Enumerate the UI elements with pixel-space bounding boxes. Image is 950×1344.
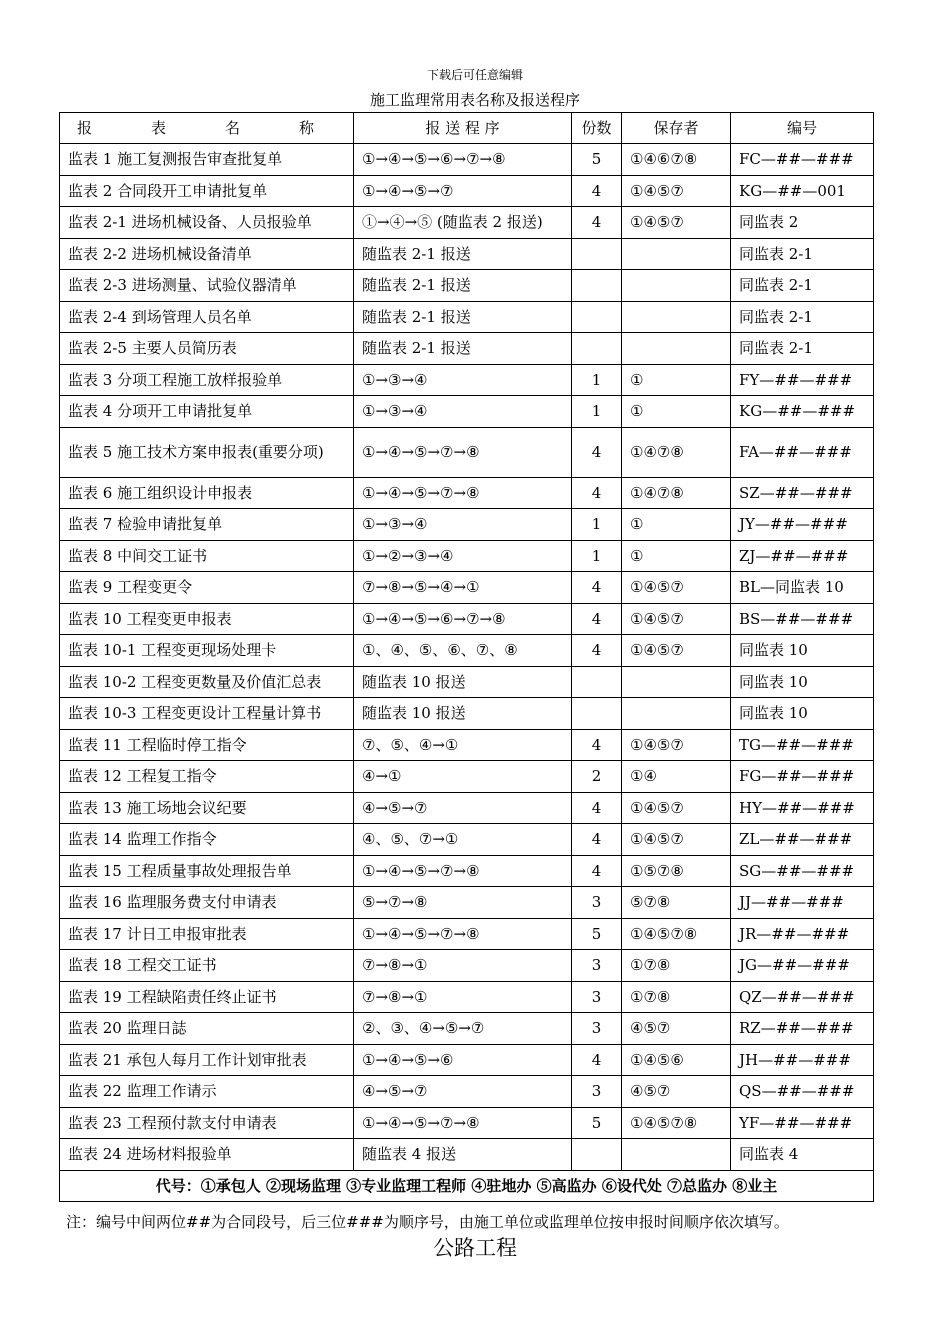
cell-name: 监表 21 承包人每月工作计划审批表	[60, 1044, 354, 1076]
cell-keeper: ①⑤⑦⑧	[622, 855, 731, 887]
cell-name: 监表 18 工程交工证书	[60, 950, 354, 982]
cell-code: 同监表 10	[731, 635, 874, 667]
cell-copies: 3	[572, 950, 622, 982]
cell-keeper: ①④⑤⑦	[622, 635, 731, 667]
table-row	[60, 1139, 874, 1171]
cell-procedure: ①→④→⑤→⑦→⑧	[354, 855, 572, 887]
column-header-keeper: 保存者	[622, 113, 731, 144]
cell-name: 监表 23 工程预付款支付申请表	[60, 1107, 354, 1139]
cell-code: 同监表 2	[731, 207, 874, 239]
cell-procedure: ④→①	[354, 761, 572, 793]
cell-name: 监表 11 工程临时停工指令	[60, 729, 354, 761]
cell-procedure: ①→④→⑤→⑦→⑧	[354, 918, 572, 950]
cell-procedure: ⑦→⑧→①	[354, 981, 572, 1013]
cell-code: FY—##—###	[731, 364, 874, 396]
table-row	[60, 855, 874, 887]
cell-procedure: ①→④→⑤→⑦→⑧	[354, 477, 572, 509]
cell-copies: 3	[572, 981, 622, 1013]
cell-code: 同监表 4	[731, 1139, 874, 1171]
cell-copies	[572, 238, 622, 270]
column-header-name: 报 表 名 称	[60, 113, 354, 144]
column-header-procedure: 报 送 程 序	[354, 113, 572, 144]
cell-procedure: ①→④→⑤→⑥	[354, 1044, 572, 1076]
cell-code: 同监表 2-1	[731, 301, 874, 333]
cell-procedure: ②、③、④→⑤→⑦	[354, 1013, 572, 1045]
cell-copies: 3	[572, 1076, 622, 1108]
table-row	[60, 364, 874, 396]
table-row	[60, 603, 874, 635]
cell-keeper: ①④⑤⑦	[622, 603, 731, 635]
cell-copies	[572, 301, 622, 333]
cell-copies: 4	[572, 207, 622, 239]
cell-keeper: ①	[622, 364, 731, 396]
cell-copies: 4	[572, 572, 622, 604]
cell-copies	[572, 333, 622, 365]
cell-copies: 4	[572, 855, 622, 887]
cell-code: 同监表 2-1	[731, 238, 874, 270]
cell-code: 同监表 2-1	[731, 333, 874, 365]
cell-procedure: 随监表 4 报送	[354, 1139, 572, 1171]
cell-procedure: ①→④→⑤→⑦→⑧	[354, 1107, 572, 1139]
cell-keeper: ①④	[622, 761, 731, 793]
table-row	[60, 427, 874, 477]
cell-copies: 4	[572, 427, 622, 477]
cell-keeper: ①④⑦⑧	[622, 427, 731, 477]
table-row	[60, 540, 874, 572]
cell-copies	[572, 698, 622, 730]
cell-name: 监表 16 监理服务费支付申请表	[60, 887, 354, 919]
table-row	[60, 270, 874, 302]
legend-row	[60, 1170, 874, 1201]
cell-copies	[572, 270, 622, 302]
cell-copies: 4	[572, 477, 622, 509]
cell-code: 同监表 2-1	[731, 270, 874, 302]
cell-code: JH—##—###	[731, 1044, 874, 1076]
table-row	[60, 824, 874, 856]
cell-name: 监表 22 监理工作请示	[60, 1076, 354, 1108]
cell-keeper: ①⑦⑧	[622, 981, 731, 1013]
cell-copies: 3	[572, 887, 622, 919]
table-row	[60, 918, 874, 950]
cell-copies: 4	[572, 635, 622, 667]
header-note: 下载后可任意编辑	[426, 68, 523, 82]
cell-code: BL—同监表 10	[731, 572, 874, 604]
cell-name: 监表 2 合同段开工申请批复单	[60, 175, 354, 207]
cell-code: KG—##—###	[731, 396, 874, 428]
cell-code: FG—##—###	[731, 761, 874, 793]
cell-procedure: ①→③→④	[354, 509, 572, 541]
column-header-copies: 份数	[572, 113, 622, 144]
table-row	[60, 207, 874, 239]
cell-keeper: ⑤⑦⑧	[622, 887, 731, 919]
table-row	[60, 175, 874, 207]
cell-name: 监表 14 监理工作指令	[60, 824, 354, 856]
cell-procedure: 随监表 10 报送	[354, 666, 572, 698]
cell-procedure: ⑦→⑧→⑤→④→①	[354, 572, 572, 604]
cell-procedure: 随监表 2-1 报送	[354, 333, 572, 365]
cell-keeper	[622, 333, 731, 365]
table-row	[60, 1076, 874, 1108]
table-row	[60, 396, 874, 428]
cell-procedure: ①→④→⑤→⑥→⑦→⑧	[354, 603, 572, 635]
cell-keeper: ①	[622, 540, 731, 572]
table-row	[60, 981, 874, 1013]
cell-procedure: ①→④→⑤→⑥→⑦→⑧	[354, 144, 572, 176]
cell-name: 监表 7 检验申请批复单	[60, 509, 354, 541]
cell-procedure: ①→②→③→④	[354, 540, 572, 572]
legend-text: 代号：①承包人 ②现场监理 ③专业监理工程师 ④驻地办 ⑤高监办 ⑥设代处 ⑦总监办 ⑧业主	[60, 1170, 874, 1201]
cell-keeper	[622, 270, 731, 302]
table-row	[60, 698, 874, 730]
table-row	[60, 572, 874, 604]
cell-keeper: ①④⑤⑦	[622, 824, 731, 856]
table-header-row	[60, 113, 874, 144]
cell-copies	[572, 1139, 622, 1171]
cell-code: SG—##—###	[731, 855, 874, 887]
cell-code: FA—##—###	[731, 427, 874, 477]
cell-procedure: 随监表 2-1 报送	[354, 270, 572, 302]
cell-name: 监表 10-3 工程变更设计工程量计算书	[60, 698, 354, 730]
cell-name: 监表 10-2 工程变更数量及价值汇总表	[60, 666, 354, 698]
cell-procedure: ①→③→④	[354, 396, 572, 428]
cell-copies: 2	[572, 761, 622, 793]
cell-code: JY—##—###	[731, 509, 874, 541]
table-row	[60, 1013, 874, 1045]
cell-code: JJ—##—###	[731, 887, 874, 919]
table-row	[60, 887, 874, 919]
cell-name: 监表 15 工程质量事故处理报告单	[60, 855, 354, 887]
cell-keeper: ①④⑤⑦⑧	[622, 918, 731, 950]
cell-code: JR—##—###	[731, 918, 874, 950]
cell-code: KG—##—001	[731, 175, 874, 207]
cell-copies: 3	[572, 1013, 622, 1045]
cell-procedure: 随监表 2-1 报送	[354, 238, 572, 270]
table-row	[60, 950, 874, 982]
cell-procedure: 随监表 2-1 报送	[354, 301, 572, 333]
cell-code: FC—##—###	[731, 144, 874, 176]
cell-keeper: ④⑤⑦	[622, 1013, 731, 1045]
cell-keeper: ①	[622, 509, 731, 541]
cell-name: 监表 5 施工技术方案申报表(重要分项)	[60, 427, 354, 477]
table-row	[60, 1044, 874, 1076]
cell-code: QZ—##—###	[731, 981, 874, 1013]
table-row	[60, 301, 874, 333]
cell-copies: 1	[572, 540, 622, 572]
document-title: 施工监理常用表名称及报送程序	[369, 91, 580, 109]
table-row	[60, 792, 874, 824]
cell-name: 监表 4 分项开工申请批复单	[60, 396, 354, 428]
table-row	[60, 509, 874, 541]
column-header-code: 编号	[731, 113, 874, 144]
cell-keeper: ④⑤⑦	[622, 1076, 731, 1108]
cell-name: 监表 8 中间交工证书	[60, 540, 354, 572]
cell-name: 监表 2-2 进场机械设备清单	[60, 238, 354, 270]
cell-keeper	[622, 698, 731, 730]
cell-procedure: ④→⑤→⑦	[354, 792, 572, 824]
cell-copies	[572, 666, 622, 698]
cell-copies: 1	[572, 509, 622, 541]
cell-keeper: ①④⑤⑥	[622, 1044, 731, 1076]
cell-procedure: ⑤→⑦→⑧	[354, 887, 572, 919]
cell-copies: 4	[572, 792, 622, 824]
table-row	[60, 761, 874, 793]
cell-procedure: ④→⑤→⑦	[354, 1076, 572, 1108]
forms-table	[59, 112, 874, 1202]
cell-name: 监表 20 监理日誌	[60, 1013, 354, 1045]
table-row	[60, 666, 874, 698]
cell-keeper: ①④⑤⑦⑧	[622, 1107, 731, 1139]
cell-code: 同监表 10	[731, 666, 874, 698]
cell-keeper: ①④⑤⑦	[622, 175, 731, 207]
table-row	[60, 144, 874, 176]
cell-code: SZ—##—###	[731, 477, 874, 509]
cell-copies: 4	[572, 729, 622, 761]
cell-copies: 4	[572, 824, 622, 856]
cell-procedure: ④、⑤、⑦→①	[354, 824, 572, 856]
cell-copies: 1	[572, 396, 622, 428]
cell-procedure: ①→④→⑤ (随监表 2 报送)	[354, 207, 572, 239]
cell-keeper: ①④⑤⑦	[622, 207, 731, 239]
cell-procedure: ⑦→⑧→①	[354, 950, 572, 982]
cell-name: 监表 9 工程变更令	[60, 572, 354, 604]
table-row	[60, 635, 874, 667]
cell-name: 监表 24 进场材料报验单	[60, 1139, 354, 1171]
cell-name: 监表 12 工程复工指令	[60, 761, 354, 793]
cell-keeper: ①⑦⑧	[622, 950, 731, 982]
cell-keeper: ①④⑤⑦	[622, 572, 731, 604]
cell-name: 监表 19 工程缺陷责任终止证书	[60, 981, 354, 1013]
cell-code: RZ—##—###	[731, 1013, 874, 1045]
cell-name: 监表 2-5 主要人员简历表	[60, 333, 354, 365]
cell-copies: 1	[572, 364, 622, 396]
cell-name: 监表 10-1 工程变更现场处理卡	[60, 635, 354, 667]
cell-name: 监表 17 计日工申报审批表	[60, 918, 354, 950]
cell-procedure: ⑦、⑤、④→①	[354, 729, 572, 761]
cell-procedure: ①、④、⑤、⑥、⑦、⑧	[354, 635, 572, 667]
cell-procedure: ①→③→④	[354, 364, 572, 396]
cell-name: 监表 3 分项工程施工放样报验单	[60, 364, 354, 396]
cell-copies: 5	[572, 1107, 622, 1139]
footer-title: 公路工程	[433, 1236, 517, 1260]
cell-keeper	[622, 238, 731, 270]
cell-name: 监表 2-4 到场管理人员名单	[60, 301, 354, 333]
cell-name: 监表 2-3 进场测量、试验仪器清单	[60, 270, 354, 302]
cell-name: 监表 13 施工场地会议纪要	[60, 792, 354, 824]
cell-code: HY—##—###	[731, 792, 874, 824]
cell-name: 监表 2-1 进场机械设备、人员报验单	[60, 207, 354, 239]
cell-name: 监表 6 施工组织设计申报表	[60, 477, 354, 509]
cell-name: 监表 1 施工复测报告审查批复单	[60, 144, 354, 176]
cell-code: QS—##—###	[731, 1076, 874, 1108]
cell-keeper	[622, 301, 731, 333]
table-row	[60, 477, 874, 509]
cell-keeper: ①④⑦⑧	[622, 477, 731, 509]
cell-code: ZL—##—###	[731, 824, 874, 856]
table-row	[60, 333, 874, 365]
cell-keeper: ①	[622, 396, 731, 428]
cell-copies: 5	[572, 918, 622, 950]
table-body	[60, 144, 874, 1171]
cell-procedure: 随监表 10 报送	[354, 698, 572, 730]
cell-procedure: ①→④→⑤→⑦	[354, 175, 572, 207]
table-row	[60, 729, 874, 761]
table-row	[60, 238, 874, 270]
cell-code: ZJ—##—###	[731, 540, 874, 572]
cell-copies: 4	[572, 175, 622, 207]
cell-copies: 5	[572, 144, 622, 176]
cell-copies: 4	[572, 1044, 622, 1076]
cell-code: BS—##—###	[731, 603, 874, 635]
cell-code: YF—##—###	[731, 1107, 874, 1139]
cell-keeper: ①④⑥⑦⑧	[622, 144, 731, 176]
footnote: 注：编号中间两位##为合同段号，后三位###为顺序号，由施工单位或监理单位按申报时间顺序依次填写。	[66, 1213, 789, 1231]
cell-procedure: ①→④→⑤→⑦→⑧	[354, 427, 572, 477]
cell-copies: 4	[572, 603, 622, 635]
cell-keeper: ①④⑤⑦	[622, 729, 731, 761]
cell-keeper: ①④⑤⑦	[622, 792, 731, 824]
cell-keeper	[622, 1139, 731, 1171]
table-row	[60, 1107, 874, 1139]
cell-keeper	[622, 666, 731, 698]
cell-code: 同监表 10	[731, 698, 874, 730]
cell-code: JG—##—###	[731, 950, 874, 982]
cell-code: TG—##—###	[731, 729, 874, 761]
cell-name: 监表 10 工程变更申报表	[60, 603, 354, 635]
